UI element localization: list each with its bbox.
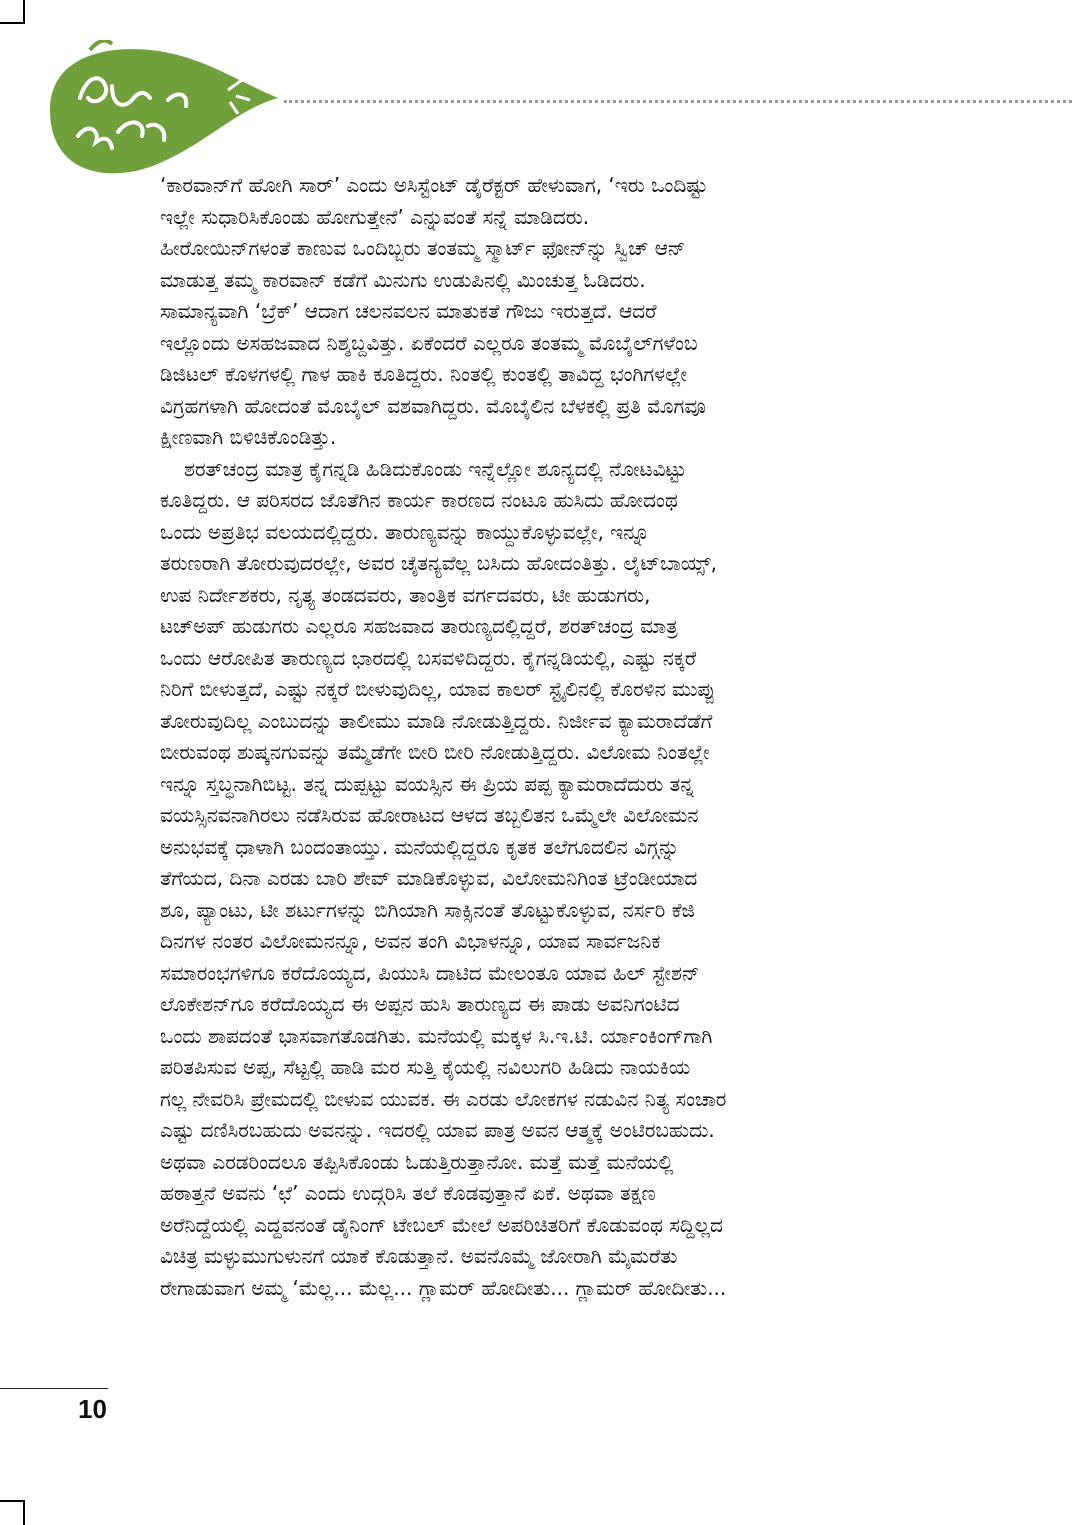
text-line: ಒಂದು ಅಪ್ರತಿಭ ವಲಯದಲ್ಲಿದ್ದರು. ತಾರುಣ್ಯವನ್ನು ಕಾಯ್ದುಕೊಳ್ಳುವಲ್ಲೇ, ಇನ್ನೂ <box>160 519 650 544</box>
text-line: ವಿಚಿತ್ರ ಮಳ್ಳುಮುಗುಳುನಗೆ ಯಾಕೆ ಕೊಡುತ್ತಾನೆ. ಅವನೊಮ್ಮೆ ಜೋರಾಗಿ ಮೈಮರೆತು <box>160 1244 678 1268</box>
text-line: ಬೀರುವಂಥ ಶುಷ್ಕನಗುವನ್ನು ತಮ್ಮೆಡೆಗೇ ಬೀರಿ ಬೀರಿ ನೋಡುತ್ತಿದ್ದರು. ವಿಲೋಮ ನಿಂತಲ್ಲೇ <box>160 740 710 764</box>
text-line: ಇನ್ನೂ ಸ್ತಬ್ಧನಾಗಿಬಿಟ್ಟ. ತನ್ನ ದುಪ್ಪಟ್ಟು ವಯಸ್ಸಿನ ಈ ಪ್ರಿಯ ಪಪ್ಪ ಕ್ಯಾಮರಾದೆದುರು ತನ್ನ <box>160 771 695 796</box>
text-line: ತರುಣರಾಗಿ ತೋರುವುದರಲ್ಲೇ, ಅವರ ಚೈತನ್ಯವೆಲ್ಲ ಬಸಿದು ಹೋದಂತಿತ್ತು. ಲೈಟ್‌ಬಾಯ್ಸ್, <box>160 551 717 575</box>
crop-mark <box>0 22 25 24</box>
text-line: ಗಲ್ಲ ನೇವರಿಸಿ ಪ್ರೇಮದಲ್ಲಿ ಬೀಳುವ ಯುವಕ. ಈ ಎರಡು ಲೋಕಗಳ ನಡುವಿನ ನಿತ್ಯ ಸಂಚಾರ <box>160 1086 727 1111</box>
text-line: ಸಮಾರಂಭಗಳಿಗೂ ಕರೆದೊಯ್ಯದ, ಪಿಯುಸಿ ದಾಟಿದ ಮೇಲಂತೂ ಯಾವ ಹಿಲ್ ಸ್ಟೇಶನ್ <box>160 960 700 985</box>
article-body <box>160 170 910 1304</box>
text-line: ವಯಸ್ಸಿನವನಾಗಿರಲು ನಡೆಸಿರುವ ಹೋರಾಟದ ಆಳದ ತಬ್ಬಲಿತನ ಒಮ್ಮೆಲೇ ವಿಲೋಮನ <box>160 803 699 827</box>
text-line: ‘ಕಾರವಾನ್‌ಗೆ ಹೋಗಿ ಸಾರ್’ ಎಂದು ಅಸಿಸ್ಟೆಂಟ್ ಡೈರೆಕ್ಟರ್ ಹೇಳುವಾಗ, ‘ಇರು ಒಂದಿಷ್ಟು <box>160 173 708 197</box>
text-line: ಇಲ್ಲೇ ಸುಧಾರಿಸಿಕೊಂಡು ಹೋಗುತ್ತೇನೆ’ ಎನ್ನುವಂತೆ ಸನ್ನೆ ಮಾಡಿದರು. <box>160 204 590 229</box>
text-line: ಹೀರೋಯಿನ್‌ಗಳಂತೆ ಕಾಣುವ ಒಂದಿಬ್ಬರು ತಂತಮ್ಮ ಸ್ಮಾರ್ಟ್ ಫೋನ್‌ನ್ನು ಸ್ವಿಚ್ ಆನ್ <box>160 236 686 260</box>
text-line: ತೋರುವುದಿಲ್ಲ ಎಂಬುದನ್ನು ತಾಲೀಮು ಮಾಡಿ ನೋಡುತ್ತಿದ್ದರು. ನಿರ್ಜೀವ ಕ್ಯಾಮರಾದೆಡೆಗೆ <box>160 708 713 733</box>
text-line: ಪರಿತಪಿಸುವ ಅಪ್ಪ, ಸೆಟ್ಟಲ್ಲಿ ಹಾಡಿ ಮರ ಸುತ್ತಿ ಕೈಯಲ್ಲಿ ನವಿಲುಗರಿ ಹಿಡಿದು ನಾಯಕಿಯ <box>160 1055 691 1079</box>
text-line: ಡಿಜಿಟಲ್ ಕೊಳಗಳಲ್ಲಿ ಗಾಳ ಹಾಕಿ ಕೂತಿದ್ದರು. ನಿಂತಲ್ಲಿ ಕುಂತಲ್ಲಿ ತಾವಿದ್ದ ಭಂಗಿಗಳಲ್ಲೇ <box>160 362 688 386</box>
text-line: ನಿರಿಗೆ ಬೀಳುತ್ತದೆ, ಎಷ್ಟು ನಕ್ಕರೆ ಬೀಳುವುದಿಲ್ಲ, ಯಾವ ಕಾಲರ್ ಸ್ಟೈಲಿನಲ್ಲಿ ಕೊರಳಿನ ಮುಪ್ಪು <box>160 677 716 701</box>
text-line: ಮಾಡುತ್ತ ತಮ್ಮ ಕಾರವಾನ್ ಕಡೆಗೆ ಮಿನುಗು ಉಡುಪಿನಲ್ಲಿ ಮಿಂಚುತ್ತ ಓಡಿದರು. <box>160 267 646 292</box>
text-line: ಸಾಮಾನ್ಯವಾಗಿ ‘ಬ್ರೆಕ್’ ಆದಾಗ ಚಲನವಲನ ಮಾತುಕತೆ ಗೌಜು ಇರುತ್ತದೆ. ಆದರೆ <box>160 299 657 323</box>
text-line: ಕ್ಷೀಣವಾಗಿ ಬಿಳಿಚಿಕೊಂಡಿತ್ತು. <box>160 425 337 449</box>
text-line: ತೆಗೆಯದ, ದಿನಾ ಎರಡು ಬಾರಿ ಶೇವ್ ಮಾಡಿಕೊಳ್ಳುವ, ವಿಲೋಮನಿಗಿಂತ ಟ್ರೆಂಡೀಯಾದ <box>160 866 698 890</box>
text-line: ಶರತ್‌ಚಂದ್ರ ಮಾತ್ರ ಕೈಗನ್ನಡಿ ಹಿಡಿದುಕೊಂಡು ಇನ್ನೆಲ್ಲೋ ಶೂನ್ಯದಲ್ಲಿ ನೋಟವಿಟ್ಟು <box>184 456 687 481</box>
text-line: ಎಷ್ಟು ದಣಿಸಿರಬಹುದು ಅವನನ್ನು. ಇದರಲ್ಲಿ ಯಾವ ಪಾತ್ರ ಅವನ ಆತ್ಮಕ್ಕೆ ಅಂಟಿರಬಹುದು. <box>160 1118 715 1142</box>
leaf-icon <box>40 40 285 180</box>
text-line: ಒಂದು ಶಾಪದಂತೆ ಭಾಸವಾಗತೊಡಗಿತು. ಮನೆಯಲ್ಲಿ ಮಕ್ಕಳ ಸಿ.ಇ.ಟಿ. ರ್ಯಾಂಕಿಂಗ್‌ಗಾಗಿ <box>160 1023 713 1048</box>
text-line: ಉಪ ನಿರ್ದೇಶಕರು, ನೃತ್ಯ ತಂಡದವರು, ತಾಂತ್ರಿಕ ವರ್ಗದವರು, ಟೀ ಹುಡುಗರು, <box>160 582 651 607</box>
crop-mark <box>23 0 25 22</box>
text-line: ಕೂತಿದ್ದರು. ಆ ಪರಿಸರದ ಜೊತೆಗಿನ ಕಾರ್ಯ ಕಾರಣದ ನಂಟೂ ಹುಸಿದು ಹೋದಂಥ <box>160 488 678 512</box>
text-line: ರೇಗಾಡುವಾಗ ಅಮ್ಮ ‘ಮೆಲ್ಲ... ಮೆಲ್ಲ... ಗ್ಲಾಮರ್ ಹೋದೀತು... ಗ್ಲಾಮರ್ ಹೋದೀತು... <box>160 1275 727 1300</box>
text-line: ಇಲ್ಲೊಂದು ಅಸಹಜವಾದ ನಿಶ್ಶಬ್ದವಿತ್ತು. ಏಕೆಂದರೆ ಎಲ್ಲರೂ ತಂತಮ್ಮ ಮೊಬೈಲ್‌ಗಳೆಂಬ <box>160 330 698 355</box>
text-line: ಲೊಕೇಶನ್‌ಗೂ ಕರೆದೊಯ್ಯದ ಈ ಅಪ್ಪನ ಹುಸಿ ತಾರುಣ್ಯದ ಈ ಪಾಡು ಅವನಿಗಂಟಿದ <box>160 992 680 1016</box>
text-line: ಹಠಾತ್ತನೆ ಅವನು ‘ಛೆ’ ಎಂದು ಉದ್ಗರಿಸಿ ತಲೆ ಕೊಡವುತ್ತಾನೆ ಏಕೆ. ಅಥವಾ ತಕ್ಷಣ <box>160 1181 656 1205</box>
text-line: ಅನುಭವಕ್ಕೆ ಧಾಳಾಗಿ ಬಂದಂತಾಯ್ತು. ಮನೆಯಲ್ಲಿದ್ದರೂ ಕೃತಕ ತಲೆಗೂದಲಿನ ವಿಗ್ಗನ್ನು <box>160 834 680 859</box>
text-line: ಒಂದು ಆರೋಪಿತ ತಾರುಣ್ಯದ ಭಾರದಲ್ಲಿ ಬಸವಳಿದಿದ್ದರು. ಕೈಗನ್ನಡಿಯಲ್ಲಿ, ಎಷ್ಟು ನಕ್ಕರೆ <box>160 645 697 670</box>
header-dotted-rule <box>284 100 1072 103</box>
text-line: ಅಥವಾ ಎರಡರಿಂದಲೂ ತಪ್ಪಿಸಿಕೊಂಡು ಓಡುತ್ತಿರುತ್ತಾನೋ. ಮತ್ತೆ ಮತ್ತೆ ಮನೆಯಲ್ಲಿ <box>160 1149 674 1174</box>
text-line: ದಿನಗಳ ನಂತರ ವಿಲೋಮನನ್ನೂ, ಅವನ ತಂಗಿ ವಿಭಾಳನ್ನೂ, ಯಾವ ಸಾರ್ವಜನಿಕ <box>160 929 661 953</box>
page-number: 10 <box>78 1394 107 1424</box>
leaf-brand-logo <box>40 40 285 184</box>
text-line: ವಿಗ್ರಹಗಳಾಗಿ ಹೋದಂತೆ ಮೊಬೈಲ್ ವಶವಾಗಿದ್ದರು. ಮೊಬೈಲಿನ ಬೆಳಕಲ್ಲಿ ಪ್ರತಿ ಮೊಗವೂ <box>160 393 706 418</box>
footer-rule <box>0 1388 108 1389</box>
crop-mark <box>23 1500 25 1525</box>
text-line: ಅರೆನಿದ್ದೆಯಲ್ಲಿ ಎದ್ದವನಂತೆ ಡೈನಿಂಗ್ ಟೇಬಲ್ ಮೇಲೆ ಅಪರಿಚಿತರಿಗೆ ಕೊಡುವಂಥ ಸದ್ದಿಲ್ಲದ <box>160 1212 723 1237</box>
crop-mark <box>0 1500 25 1502</box>
text-line: ಟಚ್‌ಅಪ್ ಹುಡುಗರು ಎಲ್ಲರೂ ಸಹಜವಾದ ತಾರುಣ್ಯದಲ್ಲಿದ್ದರೆ, ಶರತ್‌ಚಂದ್ರ ಮಾತ್ರ <box>160 614 678 638</box>
text-line: ಶೂ, ಪ್ಯಾಂಟು, ಟೀ ಶರ್ಟುಗಳನ್ನು ಬಿಗಿಯಾಗಿ ಸಾಕ್ಸಿನಂತೆ ತೊಟ್ಟುಕೊಳ್ಳುವ, ನರ್ಸರಿ ಕೆಜಿ <box>160 897 695 922</box>
